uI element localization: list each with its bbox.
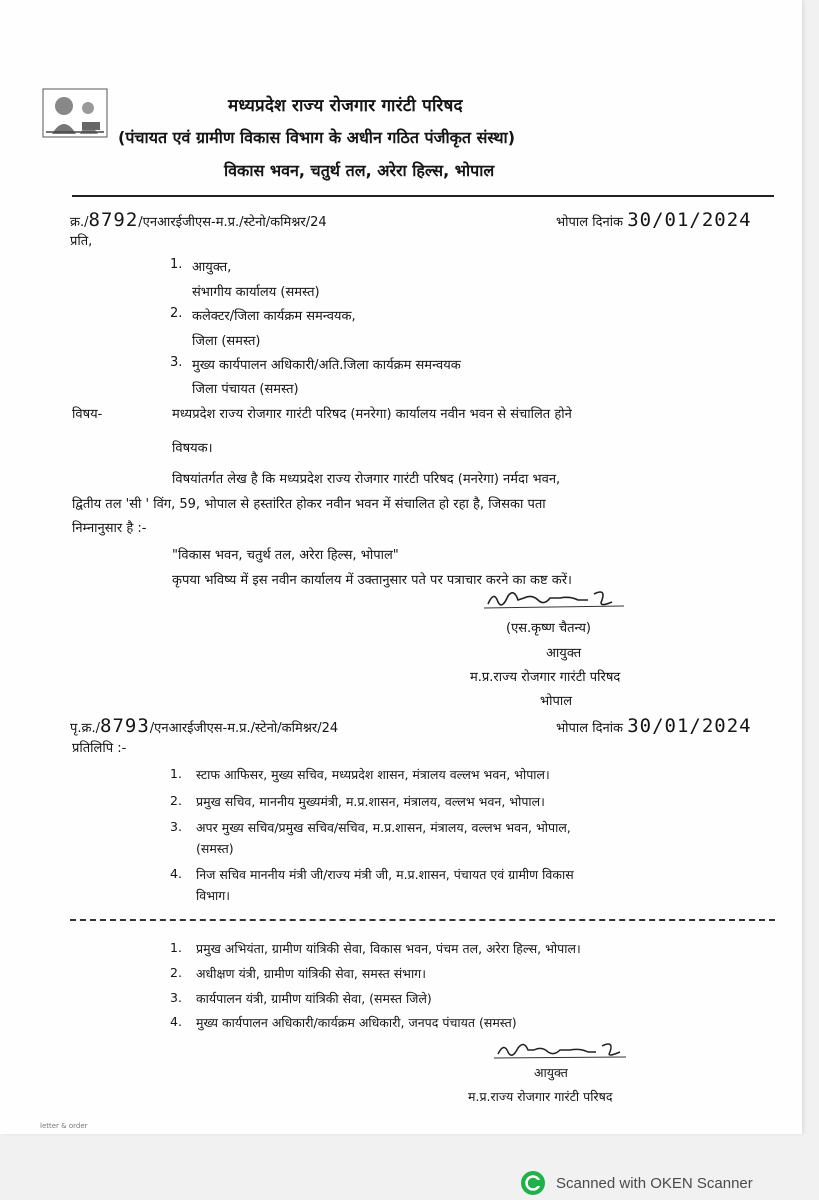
- signatory-2-title: आयुक्त: [534, 1065, 568, 1080]
- org-address: विकास भवन, चतुर्थ तल, अरेरा हिल्स, भोपाल: [224, 161, 495, 180]
- recipient-1-line1: आयुक्त,: [192, 260, 232, 275]
- recipient-3-line2: जिला पंचायत (समस्त): [192, 382, 299, 397]
- header-divider: [72, 195, 774, 197]
- org-title: मध्यप्रदेश राज्य रोजगार गारंटी परिषद: [228, 96, 463, 116]
- recipient-3-line1: मुख्य कार्यपालन अधिकारी/अति.जिला कार्यक्रम समन्वयक: [192, 358, 461, 373]
- body-line-1: विषयांतर्गत लेख है कि मध्यप्रदेश राज्य रोजगार गारंटी परिषद (मनरेगा) नर्मदा भवन,: [172, 472, 561, 487]
- copy-b-2-num: 2.: [170, 965, 182, 980]
- ref-number-handwritten: 8792: [88, 209, 139, 231]
- recipient-2-line2: जिला (समस्त): [192, 334, 261, 349]
- recipient-2-num: 2.: [170, 306, 183, 321]
- request-line: कृपया भविष्य में इस नवीन कार्यालय में उक्तानुसार पते पर पत्राचार करने का कष्ट करें।: [172, 573, 572, 588]
- copy-1-text: स्टाफ आफिसर, मुख्य सचिव, मध्यप्रदेश शासन, मंत्रालय वल्लभ भवन, भोपाल।: [196, 767, 550, 782]
- signatory-2-org: म.प्र.राज्य रोजगार गारंटी परिषद: [468, 1089, 613, 1104]
- recipient-1-num: 1.: [170, 257, 183, 272]
- signatory-org: म.प्र.राज्य रोजगार गारंटी परिषद: [470, 670, 621, 685]
- body-line-3: निम्नानुसार है :-: [72, 521, 147, 536]
- body-line-2: द्वितीय तल 'सी ' विंग, 59, भोपाल से हस्तांरित होकर नवीन भवन में संचालित हो रहा है, जिसका पता: [72, 497, 546, 512]
- recipient-3-num: 3.: [170, 355, 183, 370]
- copy-b-2-text: अधीक्षण यंत्री, ग्रामीण यांत्रिकी सेवा, समस्त संभाग।: [196, 966, 426, 981]
- recipient-1-line2: संभागीय कार्यालय (समस्त): [192, 285, 320, 300]
- date-line: भोपाल दिनांक 30/01/2024: [556, 209, 752, 231]
- copy-3-num: 3.: [170, 819, 182, 834]
- copy-2-num: 2.: [170, 793, 182, 808]
- copy-b-1-text: प्रमुख अभियंता, ग्रामीण यांत्रिकी सेवा, विकास भवन, पंचम तल, अरेरा हिल्स, भोपाल।: [196, 941, 581, 956]
- copy-2-text: प्रमुख सचिव, माननीय मुख्यमंत्री, म.प्र.शासन, मंत्रालय, वल्लभ भवन, भोपाल।: [196, 794, 545, 809]
- new-address: "विकास भवन, चतुर्थ तल, अरेरा हिल्स, भोपाल": [172, 548, 399, 563]
- copy-4-text: निज सचिव माननीय मंत्री जी/राज्य मंत्री जी, म.प्र.शासन, पंचायत एवं ग्रामीण विकास: [196, 867, 574, 882]
- copy-ref-number-handwritten: 8793: [100, 715, 150, 737]
- emblem-logo-icon: [42, 88, 108, 138]
- copy-b-1-num: 1.: [170, 940, 182, 955]
- copy-4-num: 4.: [170, 866, 182, 881]
- signature-1-icon: [484, 586, 634, 612]
- signatory-name: (एस.कृष्ण चैतन्य): [506, 621, 591, 636]
- copy-date-line: भोपाल दिनांक 30/01/2024: [556, 715, 752, 737]
- copy-date-handwritten: 30/01/2024: [627, 715, 752, 737]
- copy-3-text: अपर मुख्य सचिव/प्रमुख सचिव/सचिव, म.प्र.शासन, मंत्रालय, वल्लभ भवन, भोपाल,: [196, 820, 571, 835]
- date-handwritten: 30/01/2024: [627, 209, 752, 231]
- copy-b-3-text: कार्यपालन यंत्री, ग्रामीण यांत्रिकी सेवा, (समस्त जिले): [196, 991, 432, 1006]
- signatory-city: भोपाल: [540, 694, 573, 709]
- subject-line-2: विषयक।: [172, 441, 213, 456]
- footer-mark: letter & order: [40, 1122, 88, 1130]
- copy-b-3-num: 3.: [170, 990, 182, 1005]
- to-label: प्रति,: [70, 234, 93, 249]
- subject-line-1: मध्यप्रदेश राज्य रोजगार गारंटी परिषद (मनरेगा) कार्यालय नवीन भवन से संचालित होने: [172, 407, 572, 422]
- signatory-title: आयुक्त: [546, 646, 582, 661]
- ref-number-line: क्र./8792/एनआरईजीएस-म.प्र./स्टेनो/कमिश्नर/24: [70, 209, 327, 231]
- recipient-2-line1: कलेक्टर/जिला कार्यक्रम समन्वयक,: [192, 309, 356, 324]
- scanner-text: Scanned with OKEN Scanner: [556, 1174, 753, 1192]
- scanner-watermark: [520, 1170, 753, 1196]
- copy-3-text-2: (समस्त): [196, 841, 234, 856]
- copy-ref-number-line: पृ.क्र./8793/एनआरईजीएस-म.प्र./स्टेनो/कमिश्नर/24: [70, 715, 339, 737]
- copy-4-text-2: विभाग।: [196, 888, 230, 903]
- copy-1-num: 1.: [170, 766, 182, 781]
- scanner-logo-icon: [520, 1170, 546, 1196]
- subject-label: विषय-: [72, 407, 103, 422]
- org-subtitle: (पंचायत एवं ग्रामीण विकास विभाग के अधीन गठित पंजीकृत संस्था): [118, 128, 516, 147]
- section-divider-dashed: [70, 919, 775, 921]
- copy-b-4-num: 4.: [170, 1014, 182, 1029]
- signature-2-icon: [494, 1038, 634, 1062]
- copy-b-4-text: मुख्य कार्यपालन अधिकारी/कार्यक्रम अधिकारी, जनपद पंचायत (समस्त): [196, 1015, 517, 1030]
- copy-label: प्रतिलिपि :-: [72, 741, 127, 756]
